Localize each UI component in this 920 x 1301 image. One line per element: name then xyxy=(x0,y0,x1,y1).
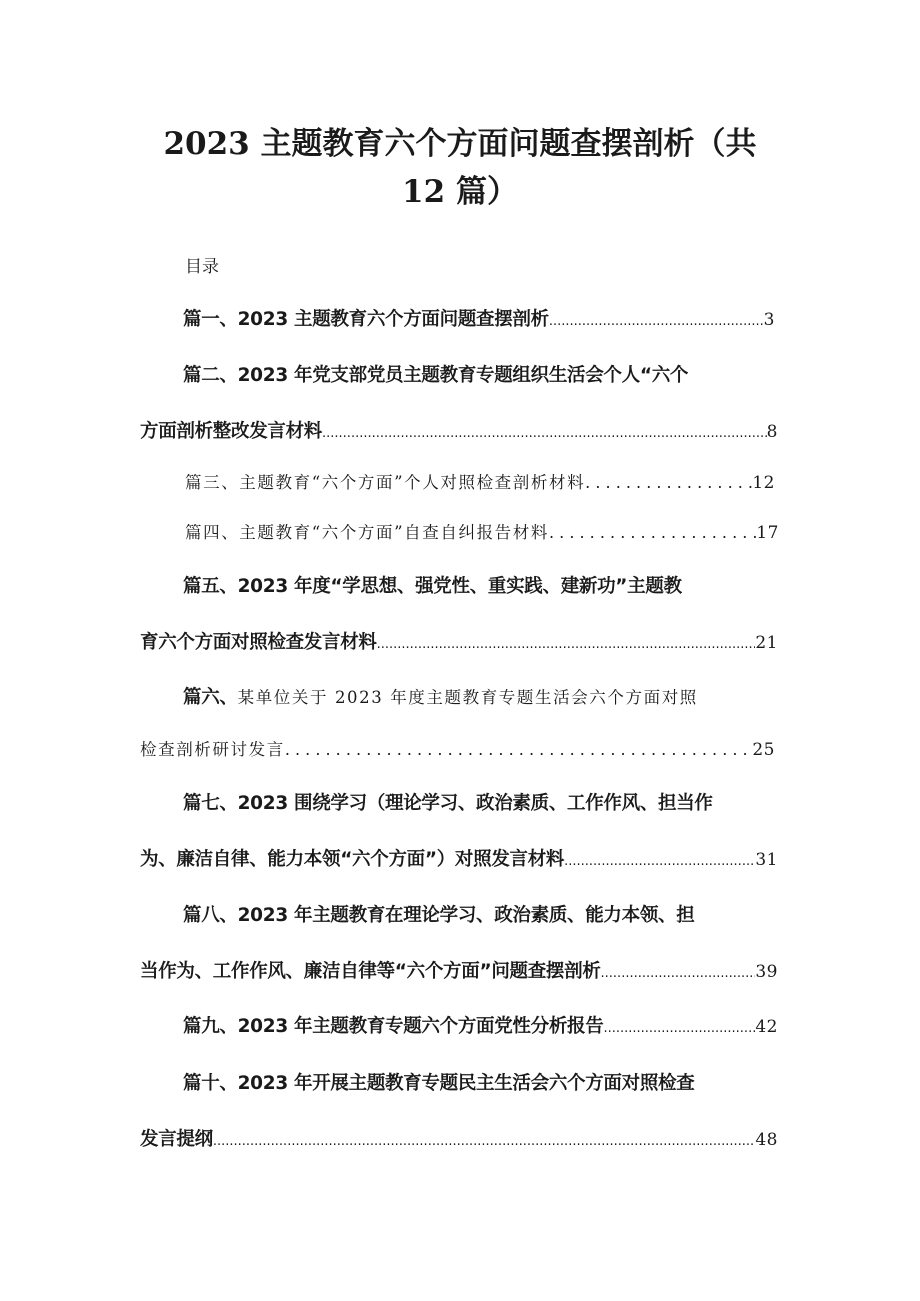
toc-entry-9-text: 篇九、2023 年主题教育专题六个方面党性分析报告 xyxy=(183,1016,604,1037)
toc-entry-6-line-2: 检查剖析研讨发言 xyxy=(140,740,285,759)
toc-entry-2-line-2: 方面剖析整改发言材料 xyxy=(140,421,323,442)
toc-leader-dots xyxy=(377,628,756,660)
toc-entry-7-line-1[interactable]: 篇七、2023 围绕学习（理论学习、政治素质、工作作风、担当作 xyxy=(183,793,713,814)
toc-leader-dots xyxy=(603,1012,755,1044)
toc-entry-5-page: 21 xyxy=(755,633,778,653)
toc-entry-4-text: 篇四、主题教育“六个方面”自查自纠报告材料 xyxy=(185,523,549,542)
toc-entry-10[interactable] xyxy=(140,1125,778,1155)
toc-entry-10-line-1[interactable]: 篇十、2023 年开展主题教育专题民主生活会六个方面对照检查 xyxy=(183,1073,695,1094)
toc-entry-1[interactable] xyxy=(183,305,775,335)
toc-leader-dots xyxy=(564,845,755,877)
toc-entry-8-page: 39 xyxy=(755,962,778,982)
toc-entry-4[interactable] xyxy=(185,518,779,548)
toc-entry-6-prefix: 篇六、 xyxy=(183,687,238,708)
toc-entry-6-page: 25 xyxy=(752,740,775,760)
toc-entry-6-line-1[interactable] xyxy=(183,683,783,713)
toc-entry-5[interactable] xyxy=(140,628,778,658)
toc-entry-10-page: 48 xyxy=(755,1130,778,1150)
toc-entry-2[interactable] xyxy=(140,417,778,447)
toc-leader-dots xyxy=(601,957,756,989)
toc-entry-3-page: 12 xyxy=(752,473,775,493)
toc-entry-7-page: 31 xyxy=(755,850,778,870)
toc-leader-dots xyxy=(549,305,764,337)
toc-leader-dots xyxy=(322,417,767,449)
toc-entry-1-page: 3 xyxy=(763,310,775,330)
toc-entry-6[interactable] xyxy=(140,735,775,765)
toc-entry-9[interactable] xyxy=(183,1012,778,1042)
document-title-line-1: 2023 主题教育六个方面问题查摆剖析（共 xyxy=(163,126,757,162)
document-title-line-2: 12 篇） xyxy=(402,174,518,210)
toc-entry-6-line-1-text: 某单位关于 2023 年度主题教育专题生活会六个方面对照 xyxy=(237,688,698,707)
toc-entry-2-page: 8 xyxy=(766,422,778,442)
toc-entry-5-line-1[interactable]: 篇五、2023 年度“学思想、强党性、重实践、建新功”主题教 xyxy=(183,576,682,597)
toc-entry-5-line-2: 育六个方面对照检查发言材料 xyxy=(140,632,377,653)
toc-entry-7[interactable] xyxy=(140,845,778,875)
toc-entry-7-line-2: 为、廉洁自律、能力本领“六个方面”）对照发言材料 xyxy=(140,849,565,870)
toc-entry-8-line-2: 当作为、工作作风、廉洁自律等“六个方面”问题查摆剖析 xyxy=(140,961,601,982)
toc-entry-2-line-1[interactable]: 篇二、2023 年党支部党员主题教育专题组织生活会个人“六个 xyxy=(183,365,689,386)
toc-entry-10-line-2: 发言提纲 xyxy=(140,1129,213,1150)
toc-entry-3[interactable] xyxy=(185,468,775,498)
toc-entry-1-text: 篇一、2023 主题教育六个方面问题查摆剖析 xyxy=(183,309,549,330)
toc-entry-8-line-1[interactable]: 篇八、2023 年主题教育在理论学习、政治素质、能力本领、担 xyxy=(183,905,695,926)
toc-entry-8[interactable] xyxy=(140,957,778,987)
toc-heading: 目录 xyxy=(185,257,219,277)
toc-entry-3-text: 篇三、主题教育“六个方面”个人对照检查剖析材料 xyxy=(185,473,586,492)
toc-leader-dots xyxy=(285,735,753,765)
toc-leader-dots xyxy=(213,1125,756,1157)
toc-leader-dots xyxy=(585,468,752,498)
toc-entry-9-page: 42 xyxy=(755,1017,778,1037)
toc-leader-dots xyxy=(549,518,756,548)
toc-entry-4-page: 17 xyxy=(756,523,779,543)
